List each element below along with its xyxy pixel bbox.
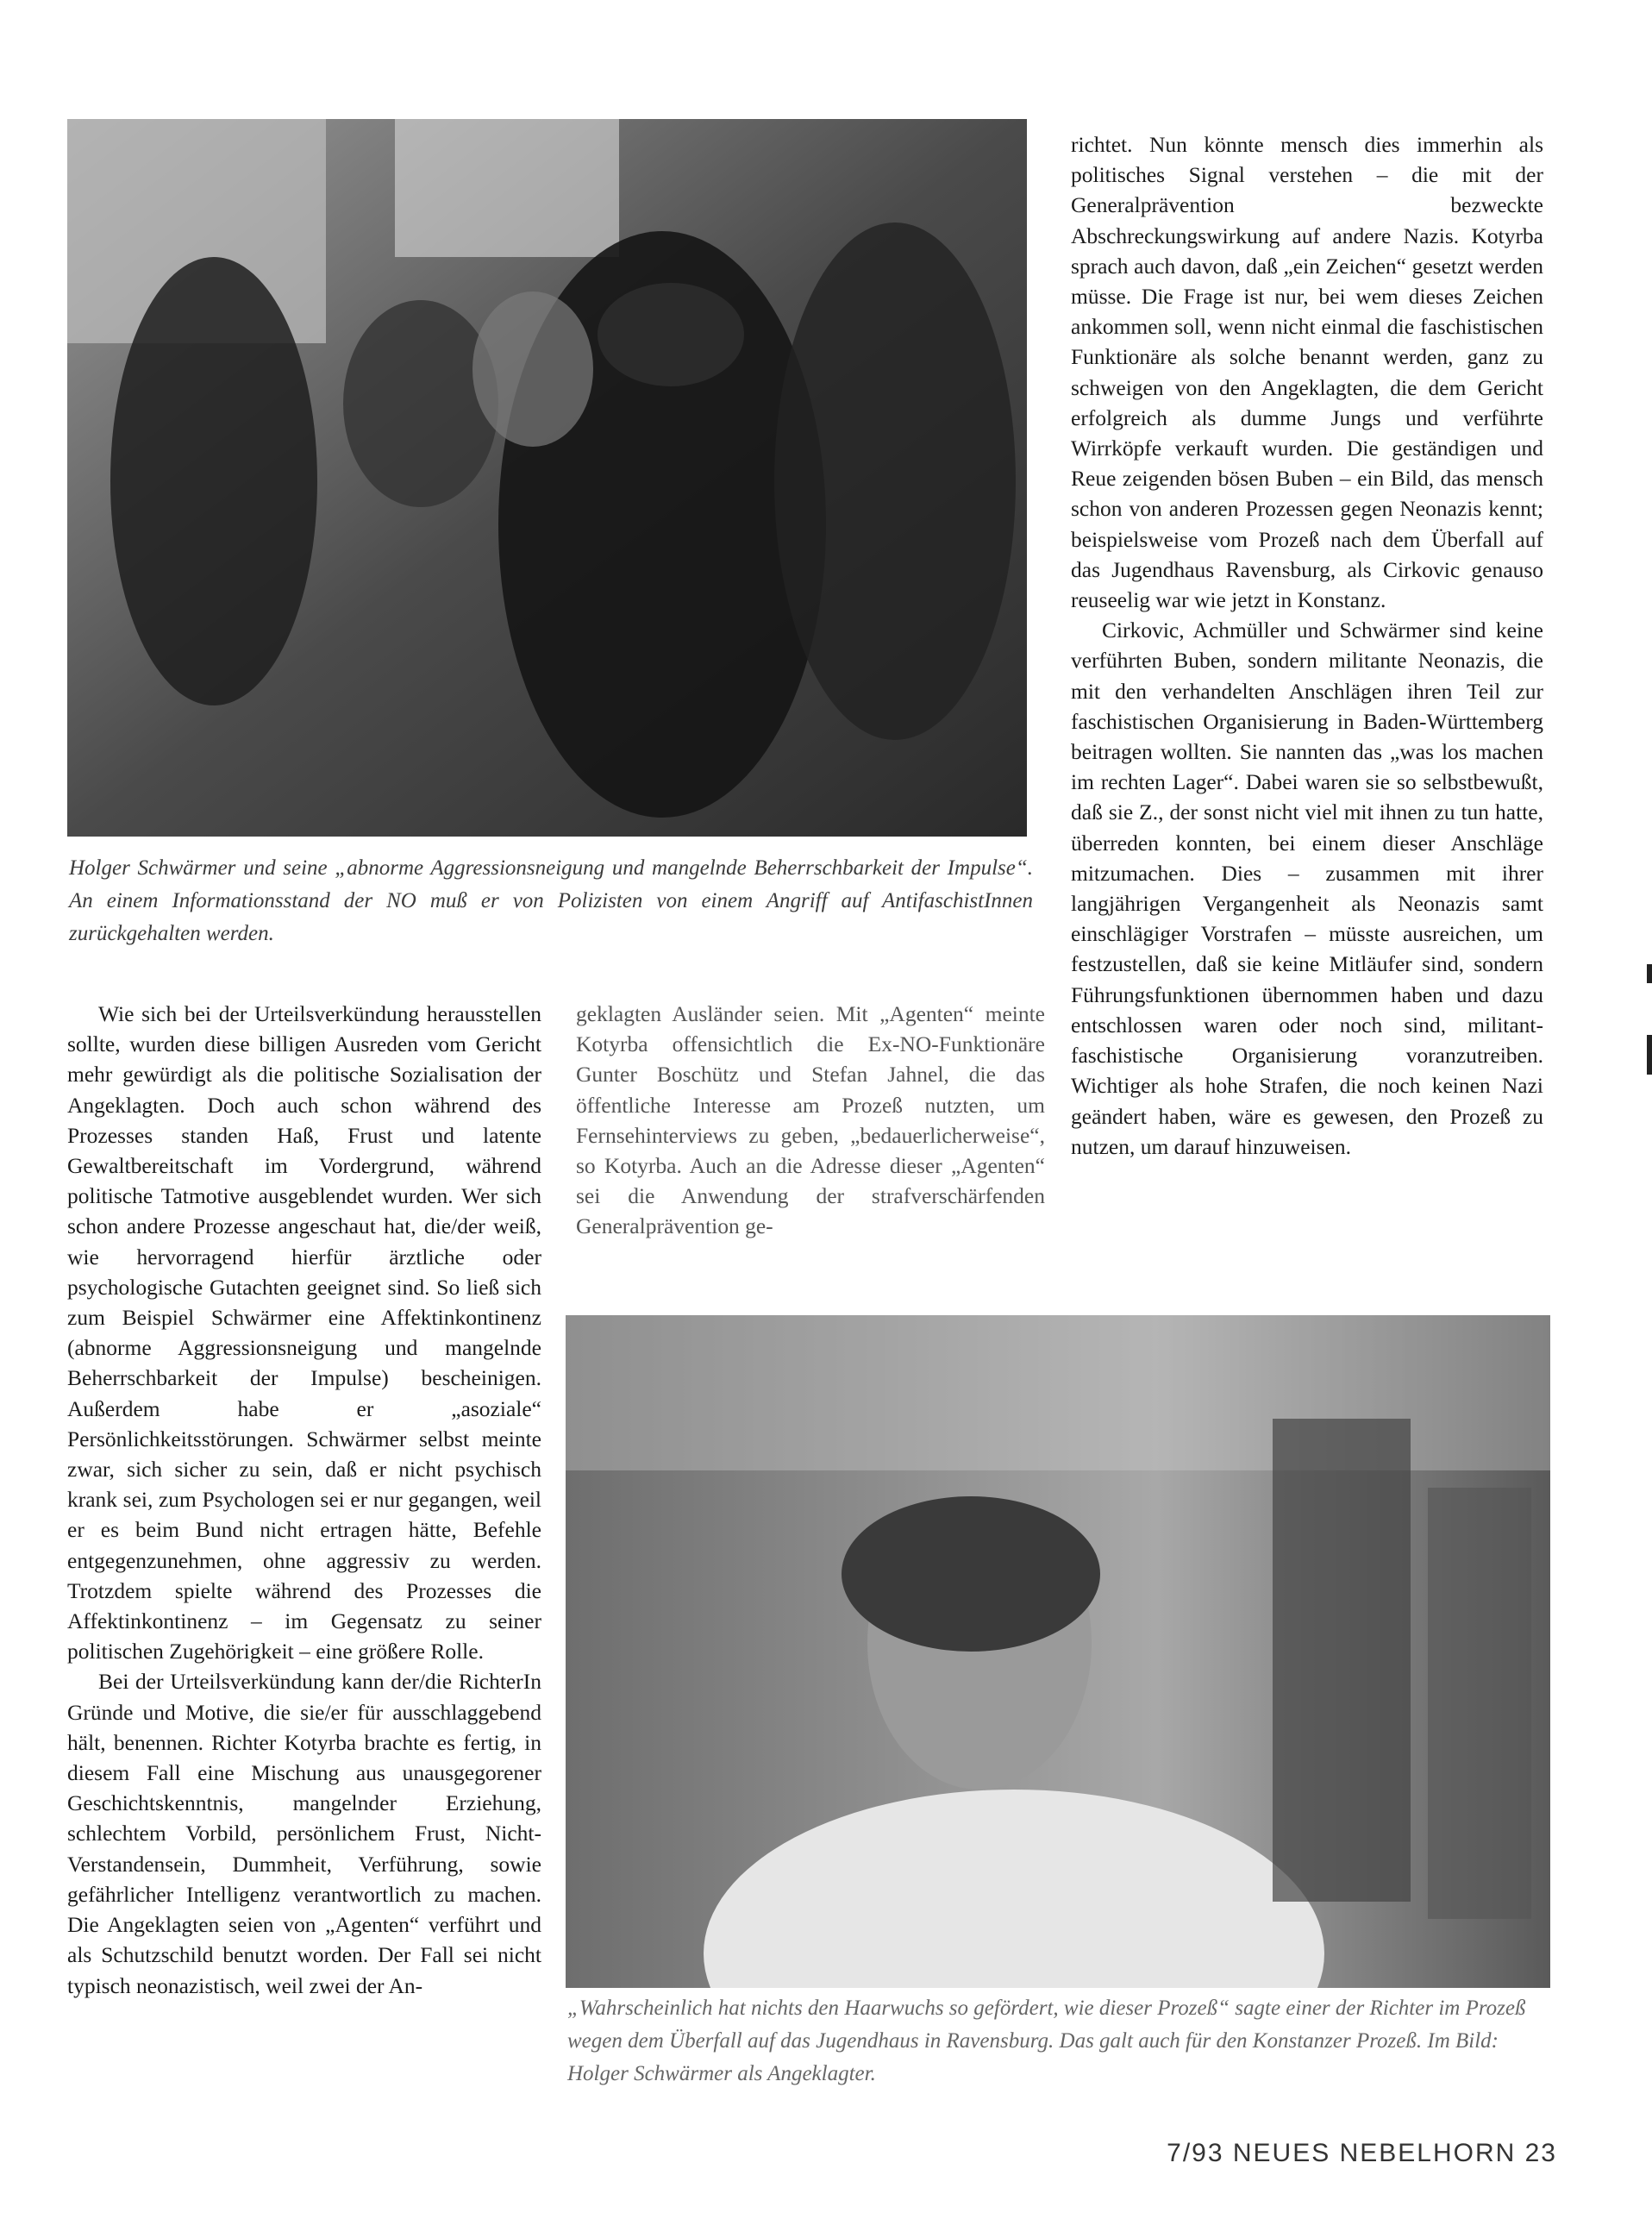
photo-caption-top: Holger Schwärmer und seine „abnorme Aggressionsneigung und mangelnde Beherrschbarkeit der Impulse“. An einem Informationsstand der NO muß er von Polizisten von einem Angriff auf AntifaschistInnen zurückgehalten werden. xyxy=(69,856,1033,945)
paragraph: Cirkovic, Achmüller und Schwärmer sind keine verführten Buben, sondern militante Neonazis, die mit den verhandelten Anschlägen ihren Teil zur faschistischen Organisierung in Baden-Württemberg beitragen wollten. Sie nannten das „was los machen im rechten Lager“. Dabei waren sie so selbstbewußt, daß sie Z., der sonst nicht viel mit ihnen zu tun hatte, überreden konnten, bei einem dieser Anschläge mitzumachen. Dies – zusammen mit ihrer langjährigen Vergangenheit als Neonazis samt einschlägiger Vorstrafen – müsste ausreichen, um festzustellen, daß sie keine Mitläufer sind, sondern Führungsfunktionen übernommen haben und dazu entschlossen waren oder noch sind, militant-faschistische Organisierung voranzutreiben. Wichtiger als hohe Strafen, die noch keinen Nazi geändert haben, wäre es gewesen, den Prozeß zu nutzen, um darauf hinzuweisen. xyxy=(1071,617,1543,1159)
page-footer: 7/93 NEUES NEBELHORN 23 xyxy=(1167,2139,1557,2167)
photo-crowd-police xyxy=(67,119,1027,837)
text-column-top-right xyxy=(1071,129,1543,1162)
edge-mark xyxy=(1647,964,1652,983)
text-column-left xyxy=(67,999,541,2001)
edge-mark xyxy=(1647,1035,1652,1075)
photo-young-man-portrait xyxy=(566,1315,1550,1988)
photo-young-man-portrait-image xyxy=(566,1315,1550,1988)
paragraph: Wie sich bei der Urteilsverkündung herausstellen sollte, wurden diese billigen Ausreden vom Gericht mehr gewürdigt als die politische Sozialisation der Angeklagten. Doch auch schon während des Prozesses standen Haß, Frust und latente Gewaltbereitschaft im Vordergrund, während politische Tatmotive ausgeblendet wurden. Wer sich schon andere Prozesse angeschaut hat, die/der weiß, wie hervorragend hierfür ärztliche oder psychologische Gutachten geeignet sind. So ließ sich zum Beispiel Schwärmer eine Affektinkontinenz (abnorme Aggressionsneigung und mangelnde Beherrschbarkeit der Impulse) bescheinigen. Außerdem habe er „asoziale“ Persönlichkeitsstörungen. Schwärmer selbst meinte zwar, sich sicher zu sein, daß er nicht psychisch krank sei, zum Psychologen sei er nur gegangen, weil er es beim Bund nicht ertragen hätte, Befehle entgegenzunehmen, ohne aggressiv zu werden. Trotzdem spielte während des Prozesses die Affektinkontinenz – im Gegensatz zu seiner politischen Zugehörigkeit – eine größere Rolle. xyxy=(67,1001,541,1664)
paragraph: geklagten Ausländer seien. Mit „Agenten“ meinte Kotyrba offensichtlich die Ex-NO-Funktionäre Gunter Boschütz und Stefan Jahnel, die das öffentliche Interesse am Prozeß nutzten, um Fernsehinterviews zu geben, „bedauerlicherweise“, so Kotyrba. Auch an die Adresse dieser „Agenten“ sei die Anwendung der strafverschärfenden Generalprävention ge- xyxy=(576,1001,1045,1239)
photo-caption-bottom: „Wahrscheinlich hat nichts den Haarwuchs so gefördert, wie dieser Prozeß“ sagte einer der Richter im Prozeß wegen dem Überfall auf das Jugendhaus in Ravensburg. Das galt auch für den Konstanzer Prozeß. Im Bild: Holger Schwärmer als Angeklagter. xyxy=(567,1997,1526,2085)
photo-crowd-police-image xyxy=(67,119,1027,837)
text-column-middle xyxy=(576,999,1045,1242)
paragraph: Bei der Urteilsverkündung kann der/die RichterIn Gründe und Motive, die sie/er für ausschlaggebend hält, benennen. Richter Kotyrba brachte es fertig, in diesem Fall eine Mischung aus unausgegorener Geschichtskenntnis, mangelnder Erziehung, schlechtem Vorbild, persönlichem Frust, Nicht-Verstandensein, Dummheit, Verführung, sowie gefährlicher Intelligenz verantwortlich zu machen. Die Angeklagten seien von „Agenten“ verführt und als Schutzschild benutzt worden. Der Fall sei nicht typisch neonazistisch, weil zwei der An- xyxy=(67,1669,541,1998)
paragraph: richtet. Nun könnte mensch dies immerhin als politisches Signal verstehen – die mit der Generalprävention bezweckte Abschreckungswirkung auf andere Nazis. Kotyrba sprach auch davon, daß „ein Zeichen“ gesetzt werden müsse. Die Frage ist nur, bei wem dieses Zeichen ankommen soll, wenn nicht einmal die faschistischen Funktionäre als solche benannt werden, ganz zu schweigen von den Angeklagten, die dem Gericht erfolgreich als dumme Jungs und verführte Wirrköpfe verkauft wurden. Die geständigen und Reue zeigenden bösen Buben – ein Bild, das mensch schon von anderen Prozessen gegen Neonazis kennt; beispielsweise vom Prozeß nach dem Überfall auf das Jugendhaus Ravensburg, als Cirkovic genauso reuseelig war wie jetzt in Konstanz. xyxy=(1071,132,1543,613)
